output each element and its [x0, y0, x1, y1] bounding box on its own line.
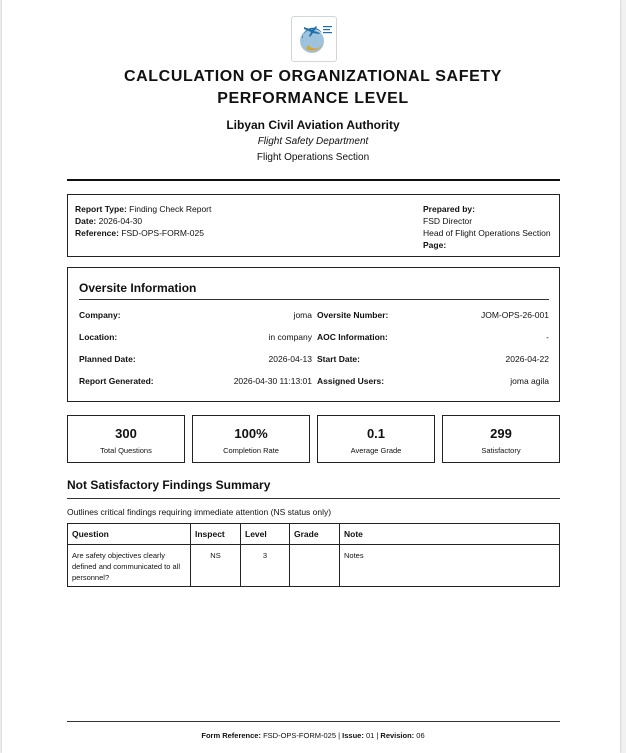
finding-level: 3	[241, 545, 290, 587]
column-header: Note	[340, 524, 560, 545]
stat-satisfactory: 299 Satisfactory	[442, 415, 560, 463]
lcaa-logo	[291, 16, 337, 62]
report-details-box	[67, 194, 560, 257]
department-name: Flight Safety Department	[257, 136, 369, 147]
finding-note: Notes	[340, 545, 560, 587]
oversite-row: Location: in company AOC Information: -	[79, 332, 549, 342]
oversite-row: Company: joma Oversite Number: JOM-OPS-26-001	[79, 310, 549, 320]
column-header: Grade	[290, 524, 340, 545]
oversite-row: Planned Date: 2026-04-13 Start Date: 2026-04-22	[79, 354, 549, 364]
footer-divider	[67, 721, 560, 722]
findings-divider	[67, 498, 560, 499]
column-header: Level	[241, 524, 290, 545]
lcaa-emblem-icon	[292, 17, 336, 61]
finding-question: Are safety objectives clearly defined and communicated to all personnel?	[68, 545, 191, 587]
stat-average-grade: 0.1 Average Grade	[317, 415, 435, 463]
report-meta: Report Type: Finding Check Report Date: 2026-04-30 Reference: FSD-OPS-FORM-025	[75, 204, 212, 238]
oversite-heading: Oversite Information	[79, 281, 197, 295]
findings-table	[67, 523, 560, 587]
column-header: Question	[68, 524, 191, 545]
oversite-info-box	[67, 267, 560, 402]
prepared-by: Prepared by: FSD Director Head of Flight Operations Section Page:	[423, 204, 551, 250]
header-divider	[67, 179, 560, 181]
organization-name: Libyan Civil Aviation Authority	[226, 118, 400, 132]
finding-inspect: NS	[191, 545, 241, 587]
stat-total-questions: 300 Total Questions	[67, 415, 185, 463]
page-footer: Form Reference: FSD-OPS-FORM-025 | Issue: 01 | Revision: 06	[201, 731, 425, 740]
document-title: CALCULATION OF ORGANIZATIONAL SAFETY PERFORMANCE LEVEL	[123, 68, 503, 107]
table-header-row	[68, 524, 560, 545]
oversite-divider	[79, 299, 549, 300]
column-header: Inspect	[191, 524, 241, 545]
oversite-row: Report Generated: 2026-04-30 11:13:01 Assigned Users: joma agila	[79, 376, 549, 386]
table-row	[68, 545, 560, 587]
stat-completion-rate: 100% Completion Rate	[192, 415, 310, 463]
findings-description: Outlines critical findings requiring immediate attention (NS status only)	[67, 507, 332, 517]
finding-grade	[290, 545, 340, 587]
findings-heading: Not Satisfactory Findings Summary	[67, 478, 271, 492]
section-name: Flight Operations Section	[256, 152, 370, 163]
